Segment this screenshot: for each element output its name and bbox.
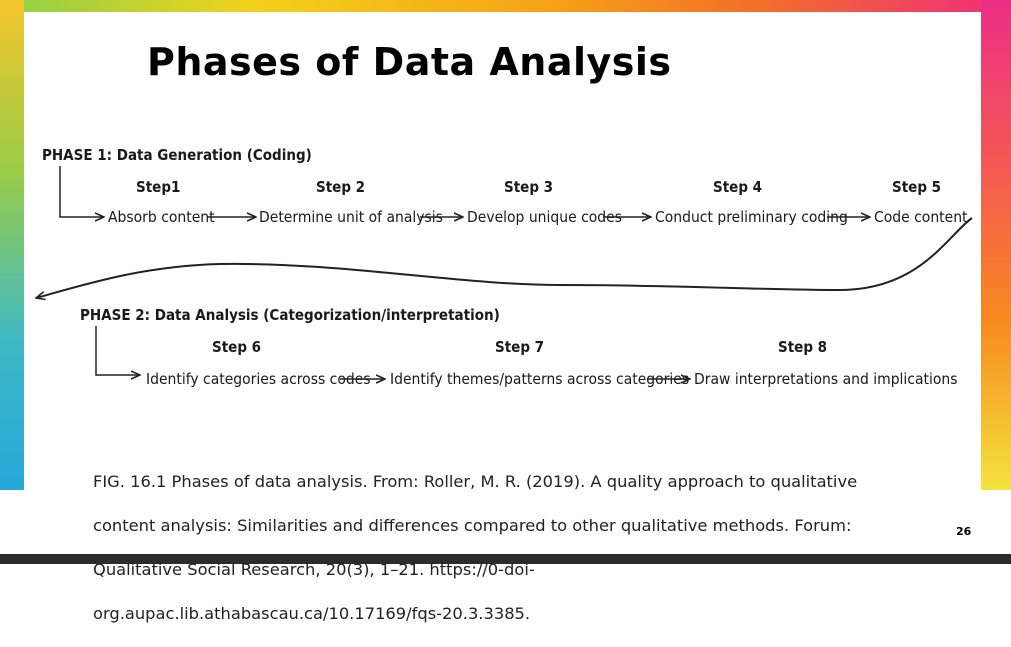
- step1-label: Absorb content: [108, 208, 215, 226]
- caption-line: org.aupac.lib.athabascau.ca/10.17169/fqs-20.3.3385.: [93, 604, 531, 623]
- step7-label: Identify themes/patterns across categories: [390, 370, 690, 388]
- page-number: 26: [956, 525, 972, 538]
- step6-heading: Step 6: [212, 338, 262, 356]
- phase1-label: PHASE 1: Data Generation (Coding): [42, 146, 312, 164]
- step2-label: Determine unit of analysis: [259, 208, 443, 226]
- step6-label: Identify categories across codes: [146, 370, 371, 388]
- step8-label: Draw interpretations and implications: [694, 370, 958, 388]
- slide-title: Phases of Data Analysis: [147, 40, 672, 84]
- caption-line: FIG. 16.1 Phases of data analysis. From: Roller, M. R. (2019). A quality approach to qualitative: [93, 472, 858, 491]
- caption-line: content analysis: Similarities and differences compared to other qualitative methods. Forum:: [93, 516, 852, 535]
- step2-heading: Step 2: [316, 178, 366, 196]
- phase-transition-arrow: [36, 218, 972, 298]
- step4-label: Conduct preliminary coding: [655, 208, 848, 226]
- figure-caption: [93, 449, 973, 647]
- phase2-label: PHASE 2: Data Analysis (Categorization/interpretation): [80, 306, 500, 324]
- step8-heading: Step 8: [778, 338, 828, 356]
- step3-heading: Step 3: [504, 178, 554, 196]
- phase2-connector: [96, 326, 140, 375]
- step3-label: Develop unique codes: [467, 208, 622, 226]
- phase1-connector: [60, 166, 104, 217]
- step1-heading: Step1: [136, 178, 181, 196]
- caption-line: Qualitative Social Research, 20(3), 1–21. https://0-doi-: [93, 560, 535, 579]
- step4-heading: Step 4: [713, 178, 763, 196]
- step5-heading: Step 5: [892, 178, 942, 196]
- step7-heading: Step 7: [495, 338, 545, 356]
- step5-label: Code content: [874, 208, 968, 226]
